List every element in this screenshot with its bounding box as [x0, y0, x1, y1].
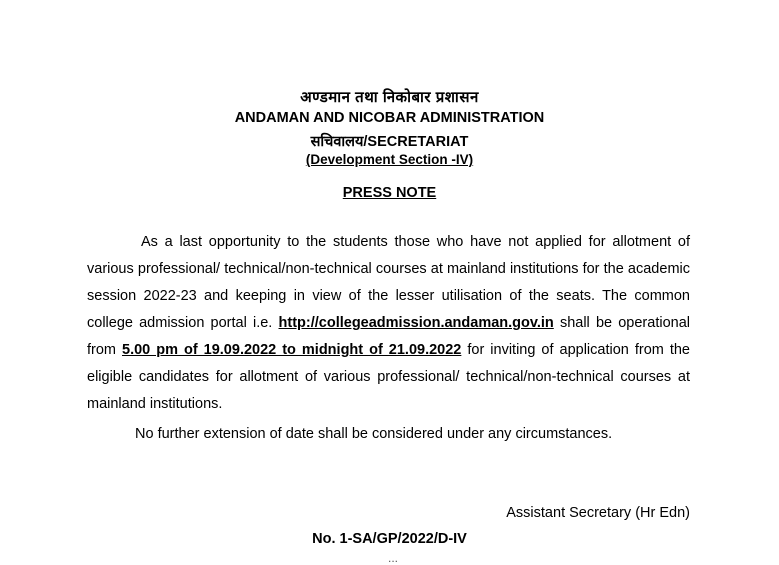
hindi-title: अण्डमान तथा निकोबार प्रशासन [300, 89, 479, 106]
paragraph-text-1: As a last opportunity to the students those who have not applied for allotment of various professional/ technical/non-technical courses at mainland institutions for the academic session 2022-23 and keeping in view of the lesser utilisation of the seats. The common college admission portal i.e. [87, 234, 690, 331]
organization-name: ANDAMAN AND NICOBAR ADMINISTRATION [234, 110, 545, 126]
paragraph-text-3: for inviting of application from the eligible candidates for allotment of various professional/ technical/non-technical courses at mainland institutions. [87, 342, 691, 412]
portal-link[interactable]: http://collegeadmission.andaman.gov.in [278, 315, 554, 331]
signatory: Assistant Secretary (Hr Edn) [506, 505, 690, 521]
secretariat-title: सचिवालय/SECRETARIAT [310, 134, 469, 150]
reference-number: No. 1-SA/GP/2022/D-IV [312, 531, 467, 547]
paragraph-text-2: shall be operational from [87, 315, 690, 358]
paragraph-main [87, 229, 690, 418]
press-note-body [87, 229, 690, 418]
cutoff-text: ... [388, 551, 399, 565]
no-extension-note: No further extension of date shall be considered under any circumstances. [135, 426, 613, 442]
dates-highlight: 5.00 pm of 19.09.2022 to midnight of 21.09.2022 [122, 342, 462, 358]
section-name: (Development Section -IV) [305, 152, 474, 167]
page-title: PRESS NOTE [342, 185, 437, 201]
